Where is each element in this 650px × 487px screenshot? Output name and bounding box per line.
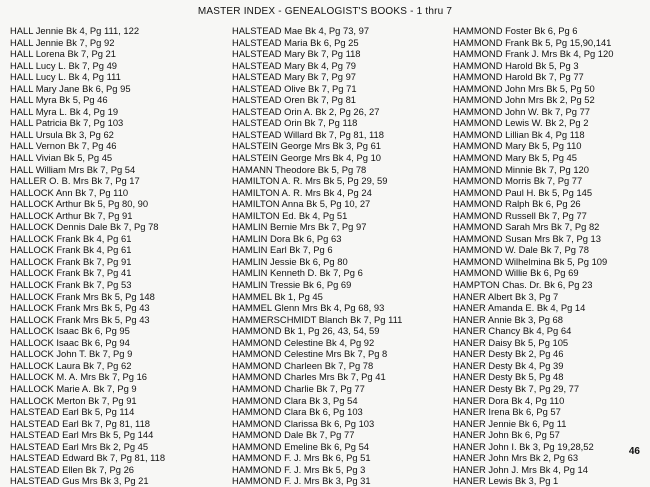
index-entry: HALSTEIN George Mrs Bk 4, Pg 10 xyxy=(232,152,382,164)
index-entry: HAMMOND Bk 1, Pg 26, 43, 54, 59 xyxy=(232,325,380,337)
index-entry: HAMMOND Clara Bk 3, Pg 54 xyxy=(232,394,358,406)
index-entry: HALL Vivian Bk 5, Pg 45 xyxy=(10,152,113,164)
index-entry: HANER Albert Bk 3, Pg 7 xyxy=(453,290,559,302)
index-entry: HAMMOND Celestine Bk 4, Pg 92 xyxy=(232,336,375,348)
index-entry: HAMMOND F. J. Mrs Bk 6, Pg 51 xyxy=(232,452,371,464)
index-entry: HANER Daisy Bk 5, Pg 105 xyxy=(453,336,569,348)
index-entry: HALSTEIN George Mrs Bk 3, Pg 61 xyxy=(232,140,382,152)
index-entry: HALL Mary Jane Bk 6, Pg 95 xyxy=(10,82,131,94)
index-entry: HALLOCK Frank Mrs Bk 5, Pg 148 xyxy=(10,290,155,302)
index-entry: HALL Ursula Bk 3, Pg 62 xyxy=(10,128,114,140)
index-entry: HAMMEL Bk 1, Pg 45 xyxy=(232,290,323,302)
index-entry: HAMPTON Chas. Dr. Bk 6, Pg 23 xyxy=(453,279,593,291)
index-entry: HALLOCK Frank Bk 4, Pg 61 xyxy=(10,232,132,244)
index-entry: HALL Patricia Bk 7, Pg 103 xyxy=(10,117,124,129)
index-entry: HANER Desty Bk 5, Pg 48 xyxy=(453,371,564,383)
index-column-1 xyxy=(10,25,165,487)
index-entry: HAMMOND Ralph Bk 6, Pg 26 xyxy=(453,198,581,210)
index-entry: HAMMOND Russell Bk 7, Pg 77 xyxy=(453,209,587,221)
index-entry: HANER Chancy Bk 4, Pg 64 xyxy=(453,325,572,337)
index-entry: HAMMOND Charles Mrs Bk 7, Pg 41 xyxy=(232,371,386,383)
index-entry: HALSTEAD Mary Bk 7, Pg 97 xyxy=(232,71,357,83)
index-entry: HALSTEAD Earl Bk 5, Pg 114 xyxy=(10,406,135,418)
index-entry: HALLOCK Frank Bk 4, Pg 61 xyxy=(10,244,132,256)
index-entry: HALSTEAD Mary Bk 7, Pg 118 xyxy=(232,48,361,60)
index-entry: HAMANN Theodore Bk 5, Pg 78 xyxy=(232,163,367,175)
index-entry: HALL William Mrs Bk 7, Pg 54 xyxy=(10,163,136,175)
index-entry: HANER Desty Bk 7, Pg 29, 77 xyxy=(453,382,580,394)
index-entry: HALSTEAD Orin A. Bk 2, Pg 26, 27 xyxy=(232,105,380,117)
index-entry: HALLOCK Frank Bk 7, Pg 53 xyxy=(10,279,132,291)
index-entry: HALSTEAD Willard Bk 7, Pg 81, 118 xyxy=(232,128,384,140)
index-entry: HAMMEL Glenn Mrs Bk 4, Pg 68, 93 xyxy=(232,302,385,314)
index-entry: HANER John Mrs Bk 2, Pg 63 xyxy=(453,452,579,464)
index-entry: HALL Lorena Bk 7, Pg 21 xyxy=(10,48,116,60)
index-entry: HANER John J. Mrs Bk 4, Pg 14 xyxy=(453,463,588,475)
index-column-3 xyxy=(453,25,613,487)
index-entry: HAMMOND Frank J. Mrs Bk 4, Pg 120 xyxy=(453,48,614,60)
index-entry: HALLOCK Arthur Bk 7, Pg 91 xyxy=(10,209,133,221)
index-entry: HAMMOND Susan Mrs Bk 7, Pg 13 xyxy=(453,232,601,244)
index-entry: HALSTEAD Maria Bk 6, Pg 25 xyxy=(232,36,359,48)
index-entry: HANER Dora Bk 4, Pg 110 xyxy=(453,394,565,406)
index-entry: HAMMOND F. J. Mrs Bk 5, Pg 3 xyxy=(232,463,366,475)
index-entry: HAMILTON A. R. Mrs Bk 4, Pg 24 xyxy=(232,186,372,198)
index-entry: HAMMOND Mary Bk 5, Pg 45 xyxy=(453,152,577,164)
index-entry: HAMMOND Minnie Bk 7, Pg 120 xyxy=(453,163,589,175)
index-entry: HANER Lewis Bk 3, Pg 1 xyxy=(453,475,559,487)
index-entry: HALSTEAD Oren Bk 7, Pg 81 xyxy=(232,94,357,106)
index-entry: HALSTEAD Earl Mrs Bk 5, Pg 144 xyxy=(10,429,154,441)
index-entry: HAMMERSCHMIDT Blanch Bk 7, Pg 111 xyxy=(232,313,403,325)
index-entry: HALLOCK Ann Bk 7, Pg 110 xyxy=(10,186,129,198)
index-entry: HALL Jennie Bk 7, Pg 92 xyxy=(10,36,115,48)
index-entry: HALL Myra L. Bk 4, Pg 19 xyxy=(10,105,119,117)
index-entry: HAMMOND Paul H. Bk 5, Pg 145 xyxy=(453,186,593,198)
index-entry: HAMMOND Frank Bk 5, Pg 15,90,141 xyxy=(453,36,612,48)
index-entry: HAMMOND Celestine Mrs Bk 7, Pg 8 xyxy=(232,348,388,360)
index-entry: HAMMOND John Mrs Bk 5, Pg 50 xyxy=(453,82,595,94)
index-entry: HALLOCK Marie A. Bk 7, Pg 9 xyxy=(10,382,137,394)
index-entry: HAMILTON Anna Bk 5, Pg 10, 27 xyxy=(232,198,371,210)
index-entry: HALLOCK Isaac Bk 6, Pg 95 xyxy=(10,325,130,337)
index-entry: HALLER O. B. Mrs Bk 7, Pg 17 xyxy=(10,175,140,187)
index-entry: HAMMOND Clarissa Bk 6, Pg 103 xyxy=(232,417,375,429)
index-entry: HAMLIN Tressie Bk 6, Pg 69 xyxy=(232,279,352,291)
index-entry: HALSTEAD Olive Bk 7, Pg 71 xyxy=(232,82,357,94)
page-title: MASTER INDEX - GENEALOGIST'S BOOKS - 1 thru 7 xyxy=(197,6,453,17)
index-entry: HAMMOND F. J. Mrs Bk 3, Pg 31 xyxy=(232,475,371,487)
index-entry: HALL Myra Bk 5, Pg 46 xyxy=(10,94,108,106)
index-entry: HAMMOND Emeline Bk 6, Pg 54 xyxy=(232,440,370,452)
index-entry: HAMMOND Clara Bk 6, Pg 103 xyxy=(232,406,363,418)
index-entry: HALSTEAD Earl Mrs Bk 2, Pg 45 xyxy=(10,440,149,452)
index-entry: HANER Amanda E. Bk 4, Pg 14 xyxy=(453,302,586,314)
index-entry: HAMLIN Dora Bk 6, Pg 63 xyxy=(232,232,342,244)
index-entry: HAMMOND Willie Bk 6, Pg 69 xyxy=(453,267,579,279)
index-entry: HALSTEAD Ellen Bk 7, Pg 26 xyxy=(10,463,135,475)
index-entry: HAMMOND Mary Bk 5, Pg 110 xyxy=(453,140,582,152)
index-entry: HAMMOND Charleen Bk 7, Pg 78 xyxy=(232,359,374,371)
index-entry: HAMMOND John Mrs Bk 2, Pg 52 xyxy=(453,94,595,106)
index-entry: HALL Vernon Bk 7, Pg 46 xyxy=(10,140,117,152)
index-entry: HALLOCK Frank Bk 7, Pg 41 xyxy=(10,267,132,279)
index-entry: HAMMOND Morris Bk 7, Pg 77 xyxy=(453,175,583,187)
index-entry: HALSTEAD Edward Bk 7, Pg 81, 118 xyxy=(10,452,166,464)
index-entry: HALSTEAD Orin Bk 7, Pg 118 xyxy=(232,117,358,129)
index-entry: HALLOCK Frank Bk 7, Pg 91 xyxy=(10,255,132,267)
index-entry: HALLOCK Arthur Bk 5, Pg 80, 90 xyxy=(10,198,149,210)
index-entry: HALLOCK John T. Bk 7, Pg 9 xyxy=(10,348,133,360)
index-entry: HAMMOND Lillian Bk 4, Pg 118 xyxy=(453,128,585,140)
index-entry: HAMILTON A. R. Mrs Bk 5, Pg 29, 59 xyxy=(232,175,388,187)
index-entry: HALSTEAD Earl Bk 7, Pg 81, 118 xyxy=(10,417,150,429)
index-entry: HANER Jennie Bk 6, Pg 11 xyxy=(453,417,567,429)
index-entry: HALLOCK Isaac Bk 6, Pg 94 xyxy=(10,336,130,348)
index-entry: HAMLIN Earl Bk 7, Pg 6 xyxy=(232,244,333,256)
index-entry: HAMMOND W. Dale Bk 7, Pg 78 xyxy=(453,244,589,256)
index-entry: HALLOCK Dennis Dale Bk 7, Pg 78 xyxy=(10,221,159,233)
index-entry: HANER John Bk 6, Pg 57 xyxy=(453,429,560,441)
index-entry: HALLOCK Frank Mrs Bk 5, Pg 43 xyxy=(10,302,150,314)
index-entry: HAMMOND Foster Bk 6, Pg 6 xyxy=(453,25,578,36)
index-entry: HALSTEAD Gus Mrs Bk 3, Pg 21 xyxy=(10,475,149,487)
index-entry: HAMILTON Ed. Bk 4, Pg 51 xyxy=(232,209,348,221)
index-entry: HAMMOND Charlie Bk 7, Pg 77 xyxy=(232,382,365,394)
index-entry: HANER Annie Bk 3, Pg 68 xyxy=(453,313,563,325)
index-entry: HALL Jennie Bk 4, Pg 111, 122 xyxy=(10,25,140,36)
index-entry: HALSTEAD Mae Bk 4, Pg 73, 97 xyxy=(232,25,370,36)
index-entry: HAMMOND Wilhelmina Bk 5, Pg 109 xyxy=(453,255,608,267)
index-entry: HALLOCK M. A. Mrs Bk 7, Pg 16 xyxy=(10,371,148,383)
index-entry: HAMMOND John W. Bk 7, Pg 77 xyxy=(453,105,591,117)
index-entry: HALLOCK Frank Mrs Bk 5, Pg 43 xyxy=(10,313,150,325)
index-entry: HANER Desty Bk 4, Pg 39 xyxy=(453,359,564,371)
index-entry: HAMLIN Jessie Bk 6, Pg 80 xyxy=(232,255,348,267)
index-entry: HAMMOND Sarah Mrs Bk 7, Pg 82 xyxy=(453,221,600,233)
index-column-2 xyxy=(232,25,402,487)
index-entry: HAMMOND Harold Bk 7, Pg 77 xyxy=(453,71,584,83)
index-entry: HALL Lucy L. Bk 4, Pg 111 xyxy=(10,71,121,83)
index-entry: HAMMOND Harold Bk 5, Pg 3 xyxy=(453,59,579,71)
index-entry: HANER Irena Bk 6, Pg 57 xyxy=(453,406,561,418)
index-entry: HALSTEAD Mary Bk 4, Pg 79 xyxy=(232,59,357,71)
index-entry: HANER Desty Bk 2, Pg 46 xyxy=(453,348,564,360)
page-number: 46 xyxy=(628,446,640,457)
index-entry: HAMLIN Bernie Mrs Bk 7, Pg 97 xyxy=(232,221,367,233)
index-entry: HAMMOND Lewis W. Bk 2, Pg 2 xyxy=(453,117,589,129)
index-entry: HALLOCK Merton Bk 7, Pg 91 xyxy=(10,394,137,406)
index-entry: HAMMOND Dale Bk 7, Pg 77 xyxy=(232,429,355,441)
index-entry: HALLOCK Laura Bk 7, Pg 62 xyxy=(10,359,132,371)
index-entry: HAMLIN Kenneth D. Bk 7, Pg 6 xyxy=(232,267,363,279)
index-entry: HANER John I. Bk 3, Pg 19,28,52 xyxy=(453,440,594,452)
index-entry: HALL Lucy L. Bk 7, Pg 49 xyxy=(10,59,118,71)
